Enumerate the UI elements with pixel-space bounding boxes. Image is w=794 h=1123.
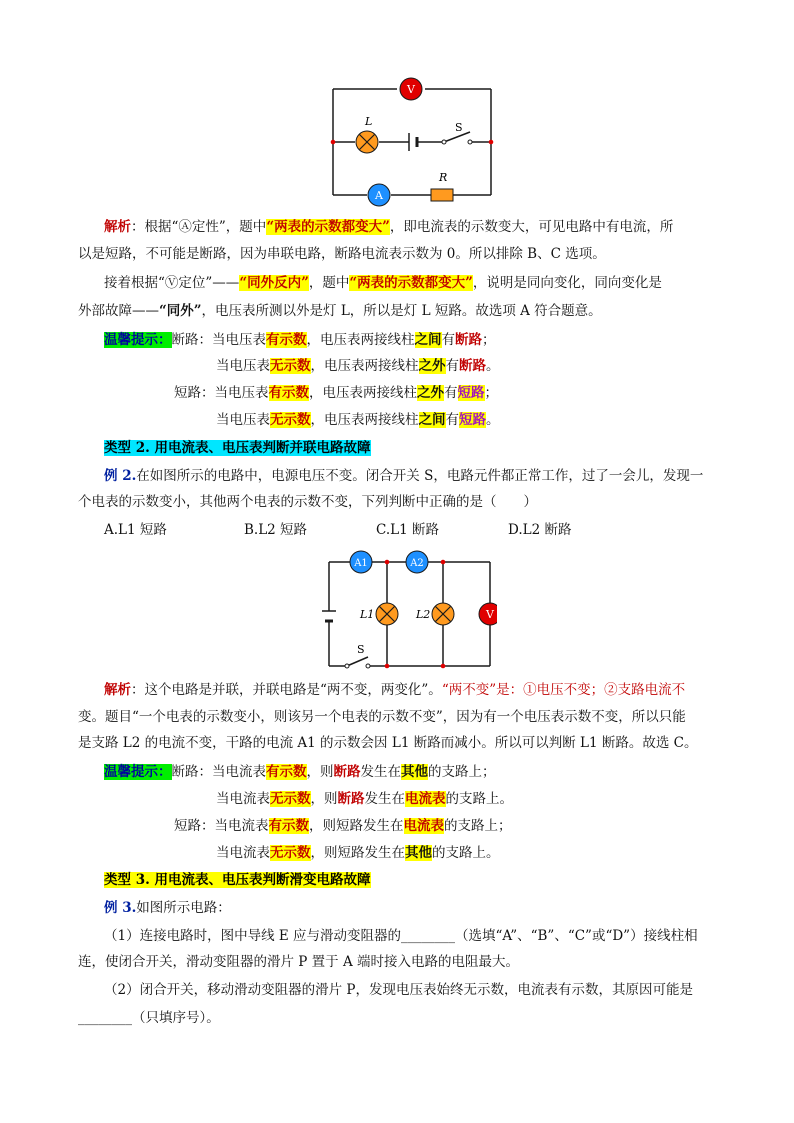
ammeter-A1 [350, 551, 372, 573]
svg-text:L: L [365, 115, 373, 128]
example3-q2-line1: （2）闭合开关，移动滑动变阻器的滑片 P，发现电压表始终无示数，电流表有示数，其原因可能是 [104, 982, 693, 998]
tip2-row4: 当电流表无示数，则短路发生在其他的支路上。 [216, 845, 500, 861]
switch-label: S [455, 121, 463, 134]
ammeter-1 [368, 184, 390, 206]
tip2-row2: 当电流表无示数，则断路发生在电流表的支路上。 [216, 791, 513, 807]
svg-text:L1: L1 [360, 608, 375, 621]
svg-text:L2: L2 [416, 608, 431, 621]
svg-text:A: A [375, 189, 383, 202]
example2-option-d: D.L2 断路 [508, 522, 572, 538]
tip1-row1: 温馨提示：断路：当电压表有示数，电压表两接线柱之间有断路； [104, 332, 496, 348]
voltmeter-1 [400, 78, 422, 100]
example2-option-c: C.L1 断路 [376, 522, 439, 538]
analysis1-line2: 以是短路，不可能是断路，因为串联电路，断路电流表示数为 0。所以排除 B、C 选项。 [78, 246, 606, 262]
example3-q1-line1: （1）连接电路时，图中导线 E 应与滑动变阻器的________（选填“A”、“B”、“C”或“D”）接线柱相 [104, 928, 698, 944]
analysis1-line4: 外部故障——“同外”，电压表所测以外是灯 L，所以是灯 L 短路。故选项 A 符合题意。 [78, 303, 602, 319]
example3-q2-line2: ________（只填序号）。 [78, 1010, 220, 1026]
tip1-row4: 当电压表无示数，电压表两接线柱之间有短路。 [216, 412, 500, 428]
svg-text:V: V [486, 608, 494, 621]
lamp-L2 [415, 603, 454, 625]
svg-text:V: V [407, 83, 415, 96]
example2-line1: 例 2.在如图所示的电路中，电源电压不变。闭合开关 S，电路元件都正常工作，过了一会儿，发现一 [104, 468, 704, 484]
tip-label: 温馨提示： [104, 332, 172, 348]
svg-text:S: S [357, 643, 365, 656]
example3-intro: 例 3.如图所示电路： [104, 900, 231, 916]
tip1-row2: 当电压表无示数，电压表两接线柱之外有断路。 [216, 358, 500, 374]
circuit-diagram-2 [322, 546, 497, 671]
example2-option-a: A.L1 短路 [104, 522, 167, 538]
svg-text:A2: A2 [410, 558, 424, 569]
resistor-R [431, 171, 453, 201]
svg-text:R: R [439, 171, 448, 184]
analysis2-line2: 变。题目“一个电表的示数变小，则该另一个电表的示数不变”，因为有一个电压表示数不变，所以只能 [78, 709, 686, 725]
type2-heading: 类型 2. 用电流表、电压表判断并联电路故障 [104, 440, 371, 456]
analysis1-line3: 接着根据“Ⓥ定位”——“同外反内”，题中“两表的示数都变大”，说明是同向变化，同向变化是 [104, 275, 662, 291]
lamp-L1 [359, 603, 398, 625]
tip-label: 温馨提示： [104, 764, 172, 780]
example3-q1-line2: 连，使闭合开关，滑动变阻器的滑片 P 置于 A 端时接入电路的电阻最大。 [78, 954, 519, 970]
example2-option-b: B.L2 短路 [244, 522, 308, 538]
ammeter-A2 [406, 551, 428, 573]
circuit-diagram-1 [322, 70, 507, 210]
voltmeter-2 [479, 603, 497, 625]
type3-heading: 类型 3. 用电流表、电压表判断滑变电路故障 [104, 872, 371, 888]
analysis1-line1: 解析：根据“Ⓐ定性”，题中“两表的示数都变大”，即电流表的示数变大，可见电路中有电流，所 [104, 219, 674, 235]
answer-blank-1[interactable]: ________ [401, 928, 456, 944]
example2-line2: 个电表的示数变小，其他两个电表的示数不变，下列判断中正确的是（ ） [78, 494, 537, 510]
lamp-L [356, 115, 378, 153]
tip2-row3: 短路：当电流表有示数，则短路发生在电流表的支路上； [174, 818, 512, 834]
tip1-row3: 短路：当电压表有示数，电压表两接线柱之外有短路； [174, 385, 498, 401]
analysis2-line1: 解析：这个电路是并联，并联电路是“两不变，两变化”。“两不变”是：①电压不变；②支路电流不 [104, 682, 686, 698]
tip2-row1: 温馨提示：断路：当电流表有示数，则断路发生在其他的支路上； [104, 764, 496, 780]
answer-blank-2[interactable]: ________ [78, 1010, 132, 1026]
svg-text:A1: A1 [354, 558, 368, 569]
analysis2-line3: 是支路 L2 的电流不变，干路的电流 A1 的示数会因 L1 断路而减小。所以可以判断 L1 断路。故选 C。 [78, 735, 698, 751]
